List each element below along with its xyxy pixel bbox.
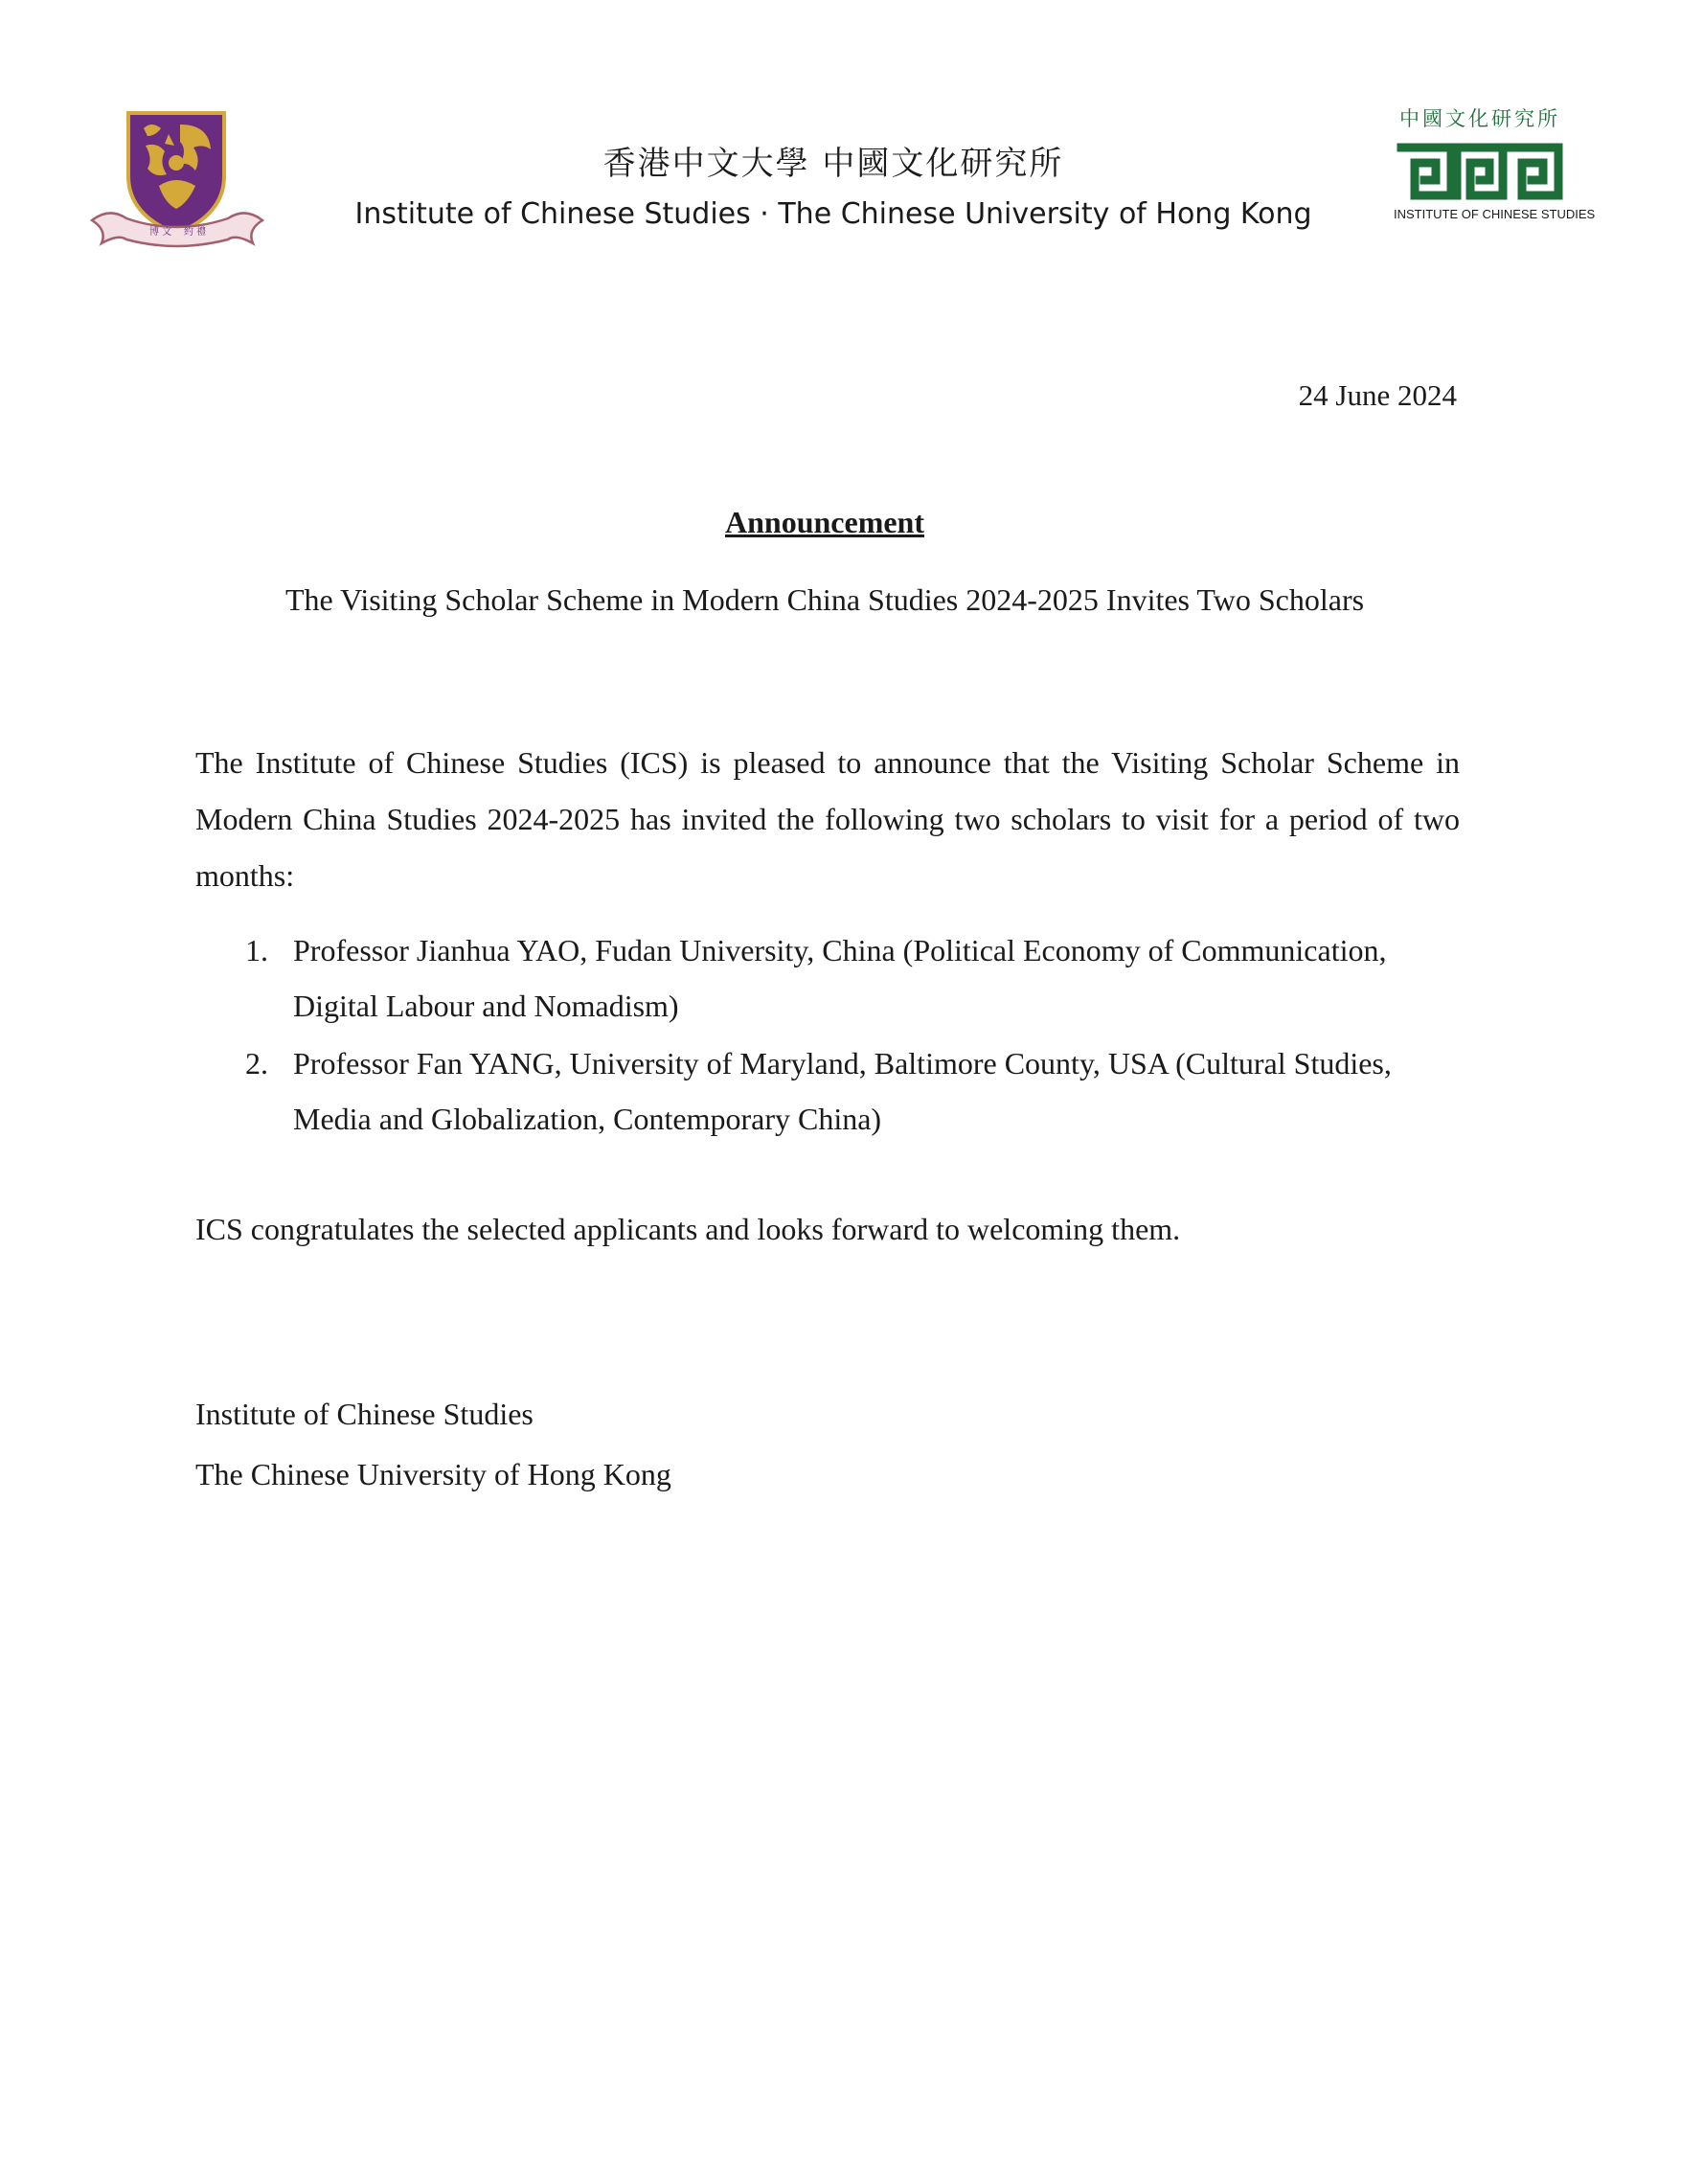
ics-logo bbox=[1394, 105, 1596, 230]
list-item-number: 1. bbox=[245, 933, 268, 967]
intro-paragraph: The Institute of Chinese Studies (ICS) is pleased to announce that the Visiting Scholar Scheme in Modern China Studies 2024-2025 has invited the following two scholars to visit for a period of two months: bbox=[195, 745, 1460, 893]
svg-text:博 文: 博 文 bbox=[149, 227, 172, 238]
ics-logo-chinese-text: 中國文化研究所 bbox=[1399, 107, 1560, 130]
list-item-text: Professor Jianhua YAO, Fudan University, China (Political Economy of Communication, Digital Labour and Nomadism) bbox=[293, 933, 1387, 1023]
letter-date: 24 June 2024 bbox=[1298, 378, 1457, 412]
ics-logo-english-text: INSTITUTE OF CHINESE STUDIES bbox=[1394, 207, 1596, 221]
cuhk-crest-logo bbox=[88, 107, 266, 251]
list-item bbox=[195, 1035, 1469, 1147]
announcement-title: Announcement bbox=[724, 505, 924, 539]
letterhead-chinese-title: 香港中文大學 中國文化研究所 bbox=[602, 145, 1064, 183]
scholar-list bbox=[195, 922, 1469, 1149]
closing-sentence: ICS congratulates the selected applicants and looks forward to welcoming them. bbox=[195, 1212, 1181, 1246]
list-item-number: 2. bbox=[245, 1046, 268, 1081]
list-item-text: Professor Fan YANG, University of Maryland, Baltimore County, USA (Cultural Studies, Media and Globalization, Contemporary China) bbox=[293, 1046, 1392, 1136]
svg-text:約 禮: 約 禮 bbox=[184, 227, 207, 238]
list-item bbox=[195, 922, 1469, 1034]
announcement-subtitle: The Visiting Scholar Scheme in Modern China Studies 2024-2025 Invites Two Scholars bbox=[284, 582, 1365, 617]
meander-pattern-icon bbox=[1396, 142, 1564, 201]
signature-institute: Institute of Chinese Studies bbox=[195, 1397, 534, 1431]
letterhead-english-title: Institute of Chinese Studies · The Chinese University of Hong Kong bbox=[354, 197, 1312, 231]
signature-university: The Chinese University of Hong Kong bbox=[195, 1457, 671, 1491]
letterhead bbox=[345, 142, 1322, 236]
